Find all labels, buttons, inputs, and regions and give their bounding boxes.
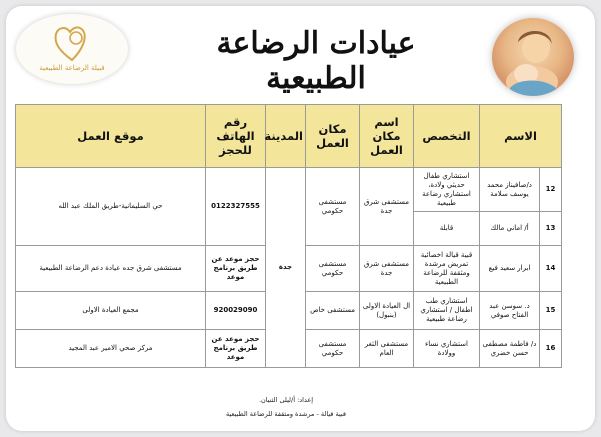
- row-number: 13: [540, 212, 562, 246]
- doctor-name: ابرار سعيد فيع: [480, 246, 540, 292]
- specialty: استشاري طفال حديثي ولادة، استشاري رضاعة طبيعية: [414, 168, 480, 212]
- col-header-workplace-name: اسم مكان العمل: [360, 105, 414, 168]
- col-header-workplace-type: مكان العمل: [306, 105, 360, 168]
- col-header-phone: رقم الهاتف للحجز: [206, 105, 266, 168]
- clinics-table: [15, 104, 562, 368]
- mother-baby-photo: [492, 18, 574, 96]
- work-location: حي السليمانية-طريق الملك عبد الله: [16, 168, 206, 246]
- work-location: مستشفى شرق جده عيادة دعم الرضاعة الطبيعية: [16, 246, 206, 292]
- row-number: 15: [540, 292, 562, 330]
- workplace-name: مستشفى شرق جدة: [360, 246, 414, 292]
- row-number: 16: [540, 330, 562, 368]
- workplace-type: مستشفى حكومي: [306, 330, 360, 368]
- footer: [166, 396, 406, 419]
- workplace-name: ال العيادة الاولى (بنبول): [360, 292, 414, 330]
- footer-prepared-by: إعداد: أ/ليلى الثنيان.: [258, 396, 314, 404]
- footer-role: قبية قيالة - مرشدة ومثقفة للرضاعة الطبيعية: [226, 410, 346, 418]
- col-header-location: موقع العمل: [16, 105, 206, 168]
- doctor-name: د/صافيناز محمد يوسف سلامة: [480, 168, 540, 212]
- specialty: استشاري طب اطفال / استشاري رضاعة طبيعية: [414, 292, 480, 330]
- phone: 920029090: [206, 292, 266, 330]
- specialty: قبية قيالة اخصائية تمريض مرشدة ومثقفة للرضاعة الطبيعية: [414, 246, 480, 292]
- work-location: مجمع العيادة الاولى: [16, 292, 206, 330]
- specialty: استشاري نساء وولادة: [414, 330, 480, 368]
- col-header-city: المدينة: [266, 105, 306, 168]
- logo-heart-icon: [50, 20, 94, 64]
- phone: حجز موعد عن طريق برنامج موعد: [206, 246, 266, 292]
- doctor-name: د. سوسن عبد الفتاح صوفي: [480, 292, 540, 330]
- logo: [16, 14, 128, 84]
- phone: حجز موعد عن طريق برنامج موعد: [206, 330, 266, 368]
- workplace-type: مستشفى خاص: [306, 292, 360, 330]
- logo-text: قبيلة الرضاعة الطبيعية: [39, 64, 105, 72]
- mother-baby-icon: [492, 18, 574, 96]
- doctor-name: أ/ اماني مالك: [480, 212, 540, 246]
- row-number: 12: [540, 168, 562, 212]
- city: جدة: [266, 168, 306, 368]
- phone: 0122327555: [206, 168, 266, 246]
- col-header-specialty: التخصص: [414, 105, 480, 168]
- table-header-row: [16, 105, 562, 168]
- specialty: قابلة: [414, 212, 480, 246]
- page-title: عيادات الرضاعة الطبيعية: [216, 26, 416, 96]
- table-row: [16, 168, 562, 212]
- workplace-name: مستشفى الثغر العام: [360, 330, 414, 368]
- workplace-type: مستشفى حكومي: [306, 246, 360, 292]
- page: [6, 6, 595, 431]
- row-number: 14: [540, 246, 562, 292]
- col-header-name: الاسم: [480, 105, 562, 168]
- doctor-name: د/ فاطمة مصطفى حسن خضري: [480, 330, 540, 368]
- work-location: مركز صحي الامير عبد المجيد: [16, 330, 206, 368]
- workplace-type: مستشفى حكومي: [306, 168, 360, 246]
- workplace-name: مستشفى شرق جدة: [360, 168, 414, 246]
